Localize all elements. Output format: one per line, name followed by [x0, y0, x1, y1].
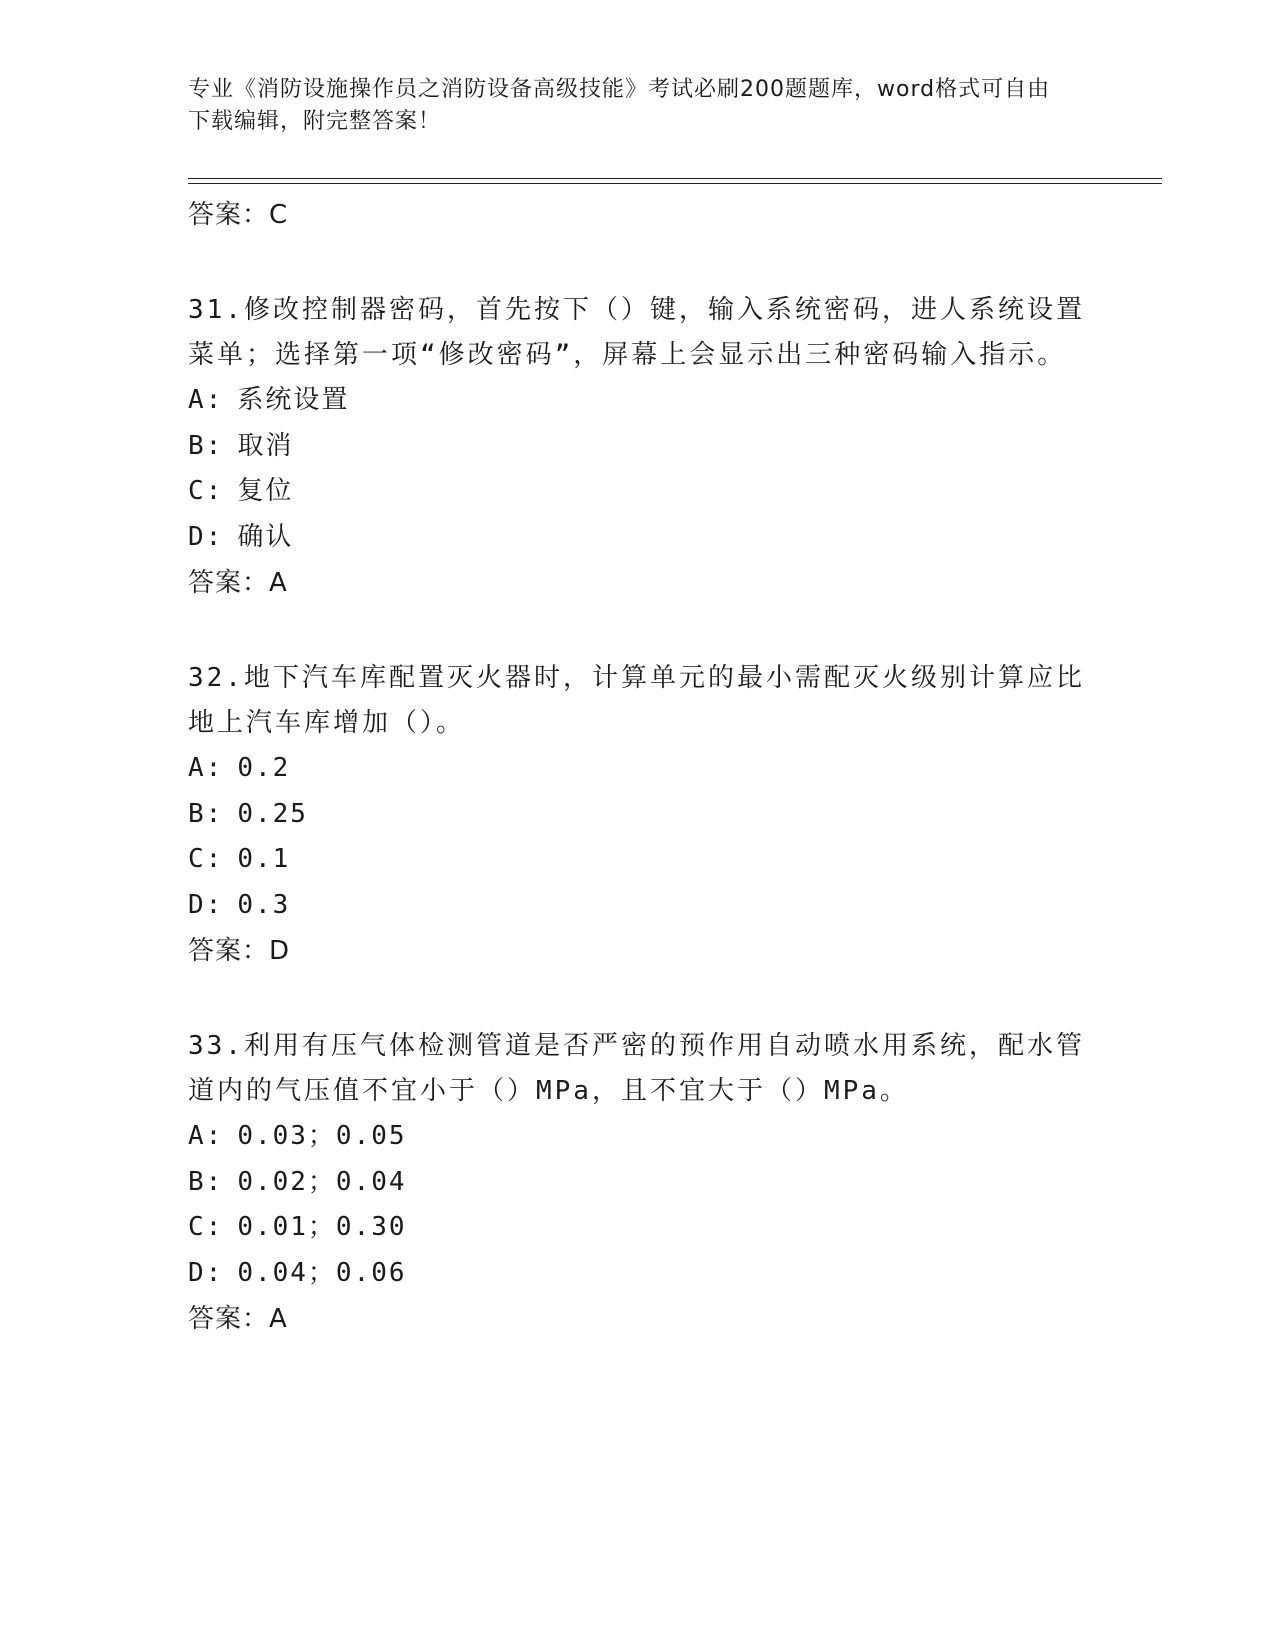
option-d	[188, 1251, 1088, 1297]
answer-label: 答案：	[188, 936, 270, 966]
option-letter: D:	[188, 521, 224, 552]
answer-value: A	[269, 568, 288, 598]
document-header: 专业《消防设施操作员之消防设备高级技能》考试必刷200题题库，word格式可自由下载编辑，附完整答案！	[188, 77, 1051, 134]
option-text: 系统设置	[237, 385, 350, 415]
option-c	[188, 837, 1088, 883]
option-letter: C:	[188, 476, 224, 506]
option-text: 0.04；0.06	[237, 1257, 407, 1288]
question-31	[188, 288, 1088, 606]
option-text: 复位	[237, 476, 294, 506]
question-answer	[188, 928, 1088, 974]
option-text: 取消	[237, 430, 294, 461]
option-letter: C:	[188, 844, 224, 874]
option-b	[188, 424, 1088, 470]
question-answer	[188, 560, 1088, 606]
previous-answer	[188, 192, 1088, 238]
answer-label: 答案：	[188, 200, 270, 230]
answer-value: A	[269, 1304, 288, 1334]
question-stem: 33.利用有压气体检测管道是否严密的预作用自动喷水用系统，配水管道内的气压值不宜小于（）MPa，且不宜大于（）MPa。	[188, 1031, 1085, 1106]
option-d	[188, 515, 1088, 561]
header-divider-bottom	[188, 183, 1162, 184]
question-answer	[188, 1296, 1088, 1342]
option-text: 0.2	[237, 753, 291, 783]
option-letter: B:	[188, 798, 224, 829]
question-stem: 32.地下汽车库配置灭火器时，计算单元的最小需配灭火级别计算应比地上汽车库增加（）。	[188, 663, 1085, 738]
option-letter: D:	[188, 1257, 224, 1288]
question-32	[188, 656, 1088, 974]
option-c	[188, 469, 1088, 515]
question-33	[188, 1024, 1088, 1342]
answer-label: 答案：	[188, 568, 270, 598]
option-letter: A:	[188, 1121, 224, 1151]
answer-label: 答案：	[188, 1304, 270, 1334]
option-letter: A:	[188, 753, 224, 783]
option-b	[188, 1160, 1088, 1206]
question-stem: 31.修改控制器密码，首先按下（）键，输入系统密码，进人系统设置菜单；选择第一项“修改密码”，屏幕上会显示出三种密码输入指示。	[188, 295, 1085, 370]
option-letter: A:	[188, 385, 224, 415]
option-text: 0.03；0.05	[237, 1121, 407, 1151]
option-text: 0.3	[237, 889, 291, 920]
option-letter: D:	[188, 889, 224, 920]
header-divider-top	[188, 178, 1162, 179]
option-b	[188, 792, 1088, 838]
option-text: 0.02；0.04	[237, 1166, 407, 1197]
option-letter: C:	[188, 1212, 224, 1242]
option-a	[188, 746, 1088, 792]
option-a	[188, 378, 1088, 424]
question-list	[188, 192, 1088, 1342]
option-text: 0.25	[237, 798, 308, 829]
option-text: 确认	[237, 521, 294, 552]
option-letter: B:	[188, 430, 224, 461]
option-text: 0.1	[237, 844, 291, 874]
option-d	[188, 883, 1088, 929]
option-letter: B:	[188, 1166, 224, 1197]
option-a	[188, 1114, 1088, 1160]
option-c	[188, 1205, 1088, 1251]
answer-value: D	[269, 936, 291, 966]
option-text: 0.01；0.30	[237, 1212, 407, 1242]
answer-value: C	[269, 200, 289, 230]
